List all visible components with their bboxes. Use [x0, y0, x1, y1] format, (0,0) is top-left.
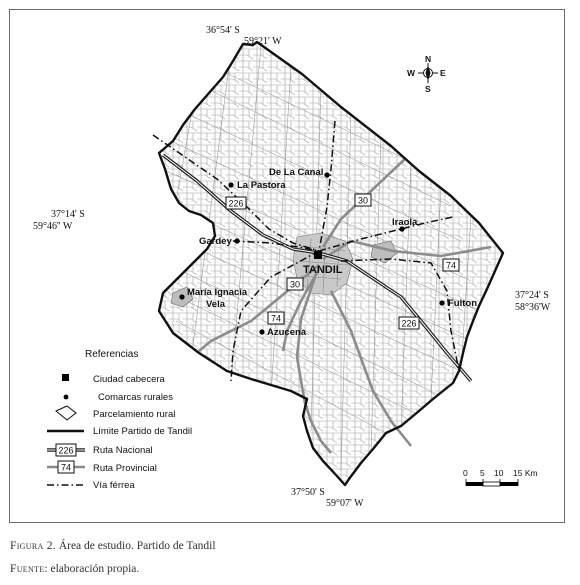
svg-text:Fulton: Fulton	[448, 298, 478, 309]
source-label: Fuente	[10, 563, 45, 575]
svg-text:74: 74	[270, 313, 282, 324]
coord-left-lat: 37°14' S	[51, 209, 85, 220]
town-de-la-canal	[269, 167, 330, 178]
svg-text:N: N	[425, 54, 432, 64]
map-canvas	[10, 10, 566, 524]
svg-text:30: 30	[357, 195, 369, 206]
svg-text:226: 226	[228, 198, 244, 209]
svg-text:Iraola: Iraola	[392, 217, 418, 228]
svg-text:30: 30	[289, 279, 301, 290]
svg-text:74: 74	[445, 260, 457, 271]
legend-town-icon	[64, 395, 69, 400]
shield-74-south	[268, 312, 284, 324]
coord-right-lat: 37°24' S	[515, 290, 549, 301]
figure-label: Figura 2.	[10, 540, 56, 552]
legend-city-label: Ciudad cabecera	[93, 374, 165, 385]
town-azucena	[259, 327, 306, 338]
legend-town-label: Comarcas rurales	[98, 392, 173, 403]
map-frame	[9, 9, 565, 523]
svg-text:226: 226	[401, 318, 417, 329]
shield-30-north	[355, 194, 371, 206]
legend-provincial-label: Ruta Provincial	[93, 463, 157, 474]
city-label: TANDIL	[303, 264, 343, 276]
coord-right-lon: 58°36'W	[515, 302, 551, 313]
scale-bar	[463, 468, 538, 486]
legend-boundary-label: Límite Partido de Tandil	[93, 426, 193, 437]
legend-parcel-icon	[56, 406, 76, 420]
svg-text:De La Canal: De La Canal	[269, 167, 324, 178]
coord-bottom-lat: 37°50' S	[291, 487, 325, 498]
source-caption	[10, 563, 139, 575]
legend-provincial-icon	[47, 461, 85, 473]
legend-title: Referencias	[85, 349, 139, 360]
svg-text:E: E	[440, 68, 446, 78]
svg-text:Vela: Vela	[206, 299, 226, 310]
svg-text:74: 74	[60, 462, 72, 473]
source-text: : elaboración propia.	[44, 563, 140, 575]
shield-226	[226, 197, 246, 209]
svg-text:Gardey: Gardey	[199, 236, 232, 247]
scale-tick-3: 15 Km	[513, 468, 538, 478]
legend	[47, 349, 192, 491]
coord-top-lon: 59°21' W	[244, 36, 282, 47]
scale-tick-1: 5	[480, 468, 485, 478]
legend-city-icon	[62, 374, 69, 381]
svg-text:W: W	[407, 68, 416, 78]
figure-text: Área de estudio. Partido de Tandil	[55, 540, 216, 552]
svg-text:S: S	[425, 84, 431, 94]
town-la-pastora	[228, 180, 286, 191]
legend-national-icon	[47, 444, 85, 456]
figure-caption	[10, 540, 216, 552]
legend-railway-label: Vía férrea	[93, 480, 135, 491]
svg-text:La Pastora: La Pastora	[237, 180, 286, 191]
legend-parcel-label: Parcelamiento rural	[93, 409, 176, 420]
scale-tick-2: 10	[494, 468, 504, 478]
compass-rose	[407, 54, 446, 94]
coord-bottom-lon: 59°07' W	[326, 498, 364, 509]
legend-national-label: Ruta Nacional	[93, 445, 153, 456]
city-marker	[314, 251, 322, 259]
svg-text:María Ignacia: María Ignacia	[187, 287, 248, 298]
coord-left-lon: 59°46'' W	[33, 221, 73, 232]
shield-226-east	[399, 317, 419, 329]
coord-top-lat: 36°54' S	[206, 25, 240, 36]
svg-text:226: 226	[58, 445, 74, 456]
shield-30-south	[287, 278, 303, 290]
shield-74-east	[443, 259, 459, 271]
svg-text:Azucena: Azucena	[267, 327, 307, 338]
scale-tick-0: 0	[463, 468, 468, 478]
